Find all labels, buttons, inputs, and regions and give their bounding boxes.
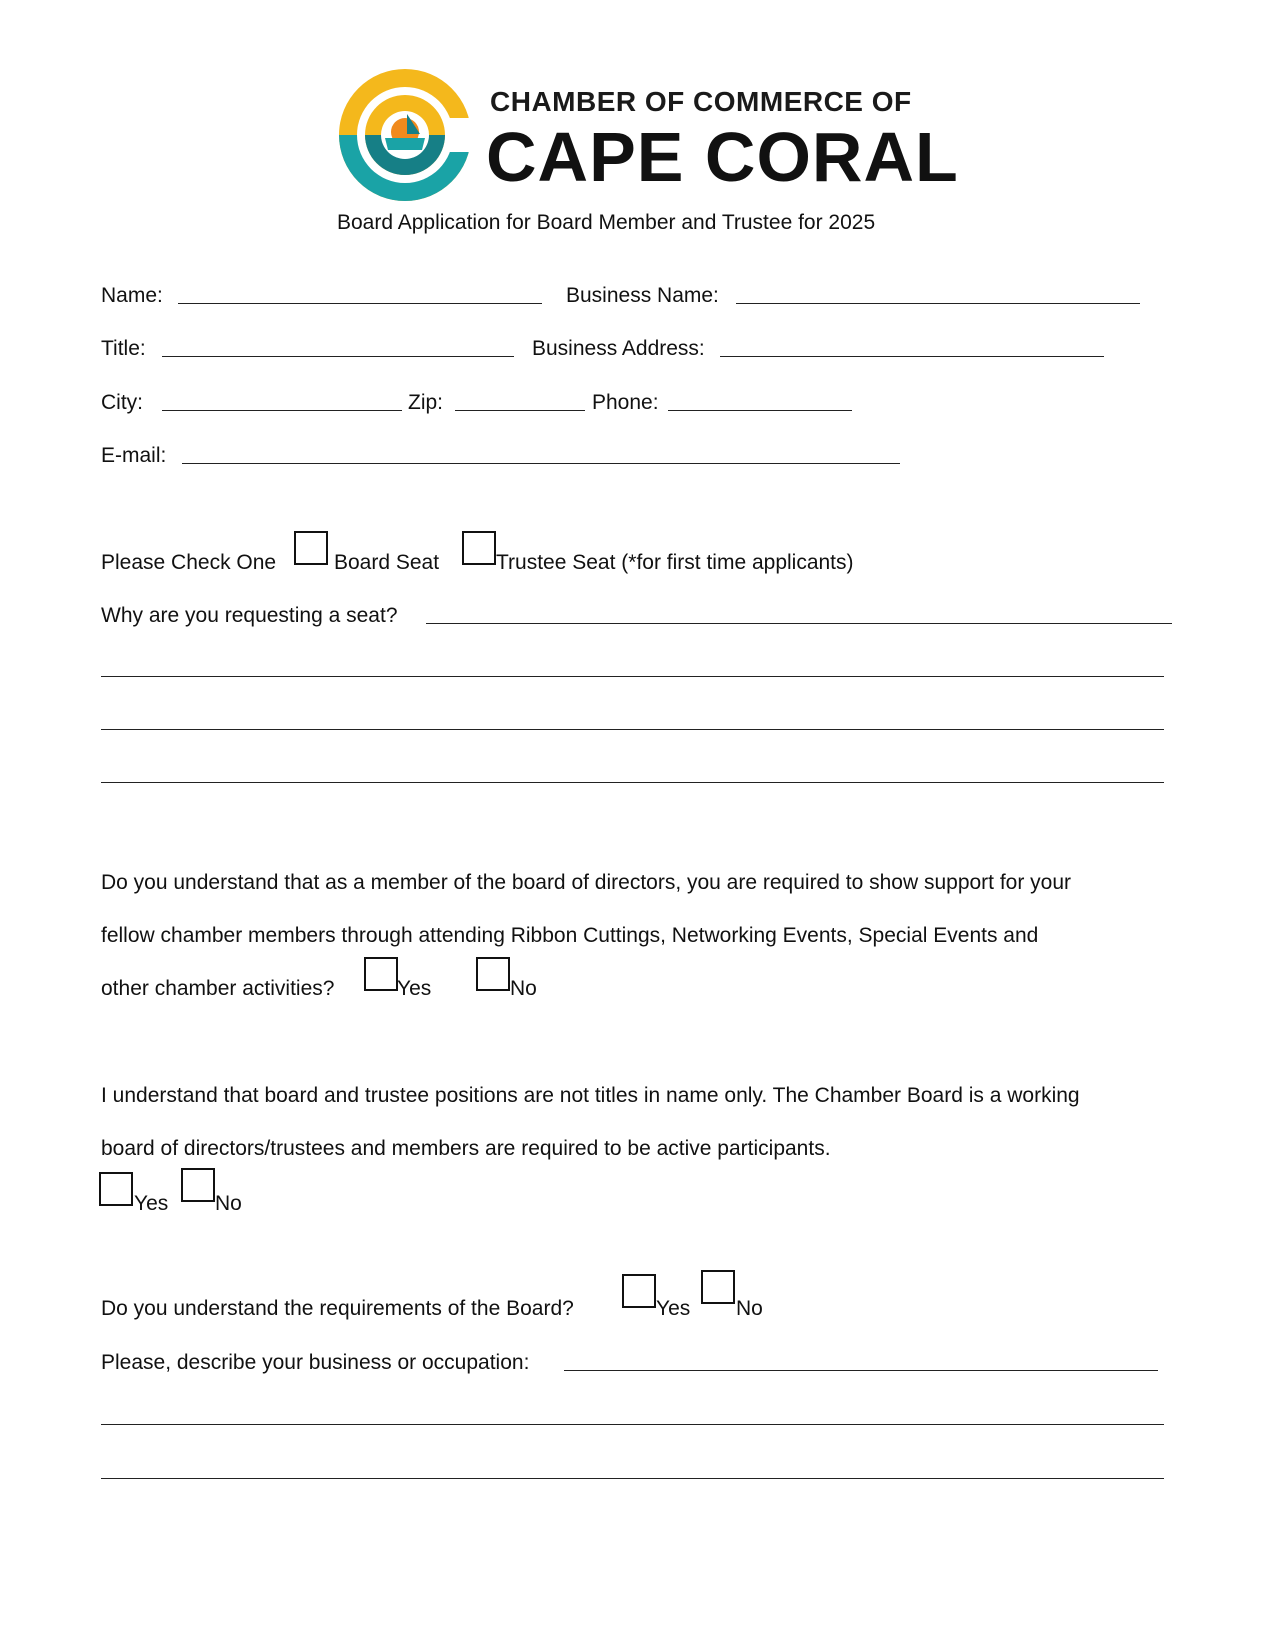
q2-no-label: No [215,1192,242,1215]
seat-prefix-label: Please Check One [101,551,277,574]
q2-no-checkbox[interactable] [181,1168,215,1202]
why-seat-line-3[interactable] [101,729,1164,730]
business-name-field[interactable] [736,303,1140,304]
q2-yes-label: Yes [134,1192,169,1215]
email-label: E-mail: [101,444,167,467]
q1-yes-label: Yes [397,977,432,1000]
q2-text-line1: I understand that board and trustee positions are not titles in name only. The Chamber Board is a working [101,1084,1080,1107]
board-seat-checkbox[interactable] [294,531,328,565]
q3-no-label: No [736,1297,763,1320]
board-seat-label: Board Seat [334,551,440,574]
q3-text: Do you understand the requirements of the Board? [101,1297,574,1320]
business-address-label: Business Address: [532,337,705,360]
occupation-line-2[interactable] [101,1424,1164,1425]
occupation-field[interactable] [564,1370,1158,1371]
business-name-label: Business Name: [566,284,719,307]
q1-text-line1: Do you understand that as a member of the board of directors, you are required to show support for your [101,871,1072,894]
phone-label: Phone: [592,391,659,414]
form-subtitle: Board Application for Board Member and Trustee for 2025 [337,211,876,234]
zip-field[interactable] [455,410,585,411]
city-label: City: [101,391,143,414]
q1-yes-checkbox[interactable] [364,957,398,991]
chamber-logo [336,66,474,204]
q2-text-line2: board of directors/trustees and members are required to be active participants. [101,1137,831,1160]
business-address-field[interactable] [720,356,1104,357]
why-seat-line-2[interactable] [101,676,1164,677]
phone-field[interactable] [668,410,852,411]
q3-yes-checkbox[interactable] [622,1274,656,1308]
org-name-top: CHAMBER OF COMMERCE OF [490,86,912,117]
zip-label: Zip: [408,391,444,414]
q1-text-line2: fellow chamber members through attending Ribbon Cuttings, Networking Events, Special Events and [101,924,1039,947]
why-seat-field[interactable] [426,623,1172,624]
q1-no-checkbox[interactable] [476,957,510,991]
occupation-line-3[interactable] [101,1478,1164,1479]
q3-yes-label: Yes [656,1297,691,1320]
q1-text-line3: other chamber activities? [101,977,335,1000]
org-name-main: CAPE CORAL [486,118,959,196]
why-seat-line-4[interactable] [101,782,1164,783]
why-seat-label: Why are you requesting a seat? [101,604,398,627]
title-field[interactable] [162,356,514,357]
city-field[interactable] [162,410,402,411]
occupation-label: Please, describe your business or occupation: [101,1351,530,1374]
q2-yes-checkbox[interactable] [99,1172,133,1206]
trustee-seat-checkbox[interactable] [462,531,496,565]
logo-emblem-icon [336,66,474,204]
trustee-seat-label: Trustee Seat (*for first time applicants) [496,551,854,574]
name-label: Name: [101,284,163,307]
title-label: Title: [101,337,146,360]
email-field[interactable] [182,463,900,464]
q3-no-checkbox[interactable] [701,1270,735,1304]
q1-no-label: No [510,977,537,1000]
name-field[interactable] [178,303,542,304]
